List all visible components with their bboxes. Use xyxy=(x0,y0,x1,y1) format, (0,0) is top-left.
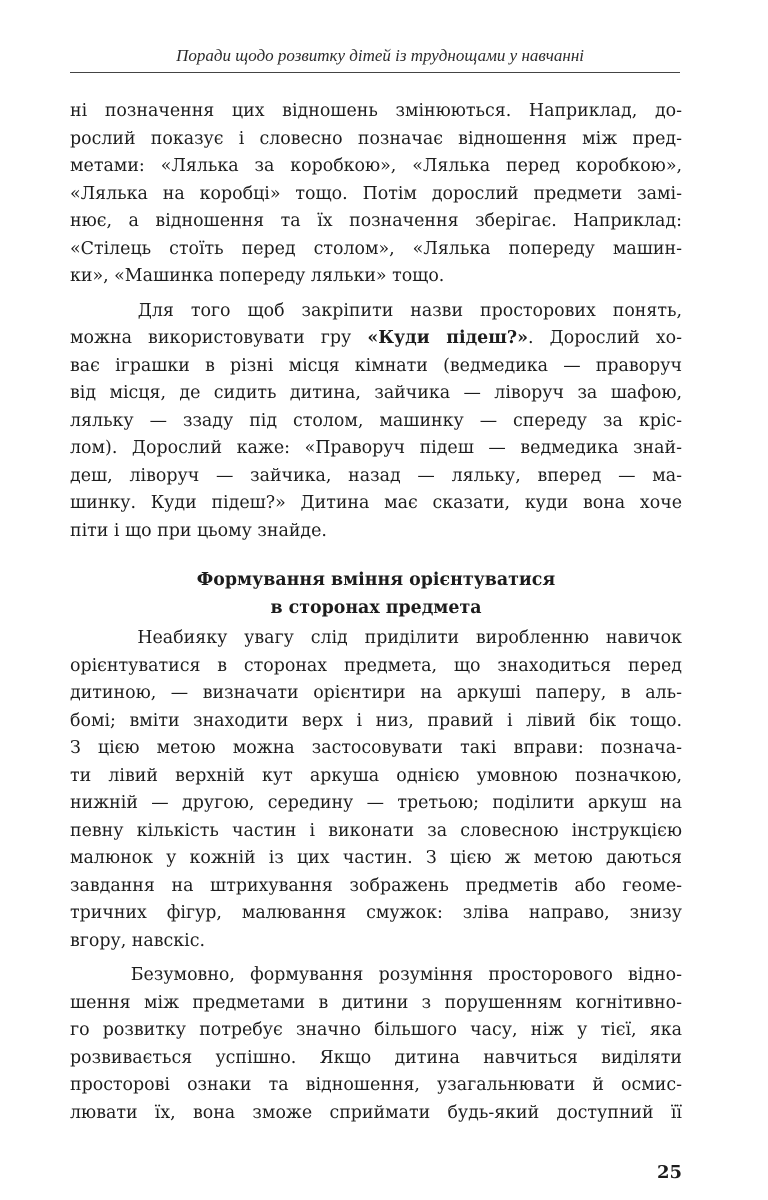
running-header-title: Поради щодо розвитку дітей із труднощами у навчанні xyxy=(176,46,584,65)
text-line: бомі; вміти знаходити верх і низ, правий і лівий бік тощо. xyxy=(70,710,682,731)
text-line: ляльку — ззаду під столом, машинку — спереду за кріс- xyxy=(70,410,682,431)
text-line: лом). Дорослий каже: «Праворуч підеш — ведмедика знай- xyxy=(70,438,682,458)
text-line: Безумовно, формування розуміння просторового відно- xyxy=(70,965,682,985)
paragraph-3 xyxy=(70,625,682,955)
paragraph-4 xyxy=(70,962,682,1127)
text-line: певну кількість частин і виконати за словесною інструкцією xyxy=(70,820,682,841)
text-line: від місця, де сидить дитина, зайчика — ліворуч за шафою, xyxy=(70,383,682,403)
text-line: метами: «Лялька за коробкою», «Лялька перед коробкою», xyxy=(70,156,682,176)
text-line: піти і що при цьому знайде. xyxy=(70,520,327,541)
page-number: 25 xyxy=(656,1162,682,1183)
text-line: лювати їх, вона зможе сприймати будь-який доступний її xyxy=(70,1102,682,1123)
text-line: деш, ліворуч — зайчика, назад — ляльку, вперед — ма- xyxy=(70,465,682,486)
section-heading-line: в сторонах предмета xyxy=(270,597,482,618)
text-line: Для того щоб закріпити назви просторових понять, xyxy=(70,300,682,321)
text-line: З цією метою можна застосовувати такі вправи: познача- xyxy=(70,738,682,758)
text-line: «Лялька на коробці» тощо. Потім дорослий предмети замі- xyxy=(70,183,682,204)
text-line: просторові ознаки та відношення, узагальнювати й осмис- xyxy=(70,1075,682,1095)
text-line: ки», «Машинка попереду ляльки» тощо. xyxy=(70,266,445,286)
text-line: орієнтуватися в сторонах предмета, що знаходиться перед xyxy=(70,655,682,676)
text-line: шинку. Куди підеш?» Дитина має сказати, куди вона хоче xyxy=(70,493,682,513)
text-line: Неабияку увагу слід приділити виробленню навичок xyxy=(70,628,682,648)
text-line: малюнок у кожній із цих частин. З цією ж метою даються xyxy=(70,848,682,868)
text-line: шення між предметами в дитини з порушенням когнітивно- xyxy=(70,992,682,1013)
text-line: завдання на штрихування зображень предметів або геоме- xyxy=(70,875,682,896)
text-fragment: . Дорослий хо- xyxy=(527,328,682,348)
running-header xyxy=(70,46,680,73)
text-line: розвивається успішно. Якщо дитина навчиться виділяти xyxy=(70,1047,682,1068)
text-line: нює, а відношення та їх позначення зберігає. Наприклад: xyxy=(70,211,682,231)
text-line: ти лівий верхній кут аркуша однією умовною позначкою, xyxy=(70,765,682,786)
page-body xyxy=(70,98,682,1127)
text-line: нижній — другою, середину — третьою; поділити аркуш на xyxy=(70,793,682,813)
text-line: го розвитку потребує значно більшого часу, ніж у тієї, яка xyxy=(70,1020,682,1040)
section-heading xyxy=(70,567,682,622)
text-line: дитиною, — визначати орієнтири на аркуші паперу, в аль- xyxy=(70,683,682,703)
text-fragment: можна використовувати гру xyxy=(70,328,368,348)
paragraph-2 xyxy=(70,298,682,546)
text-line: «Стілець стоїть перед столом», «Лялька попереду машин- xyxy=(70,238,682,259)
section-heading-line: Формування вміння орієнтуватися xyxy=(196,570,556,590)
text-line-with-game-name xyxy=(70,325,682,353)
text-line: ває іграшки в різні місця кімнати (ведмедика — праворуч xyxy=(70,355,682,376)
text-line: ні позначення цих відношень змінюються. Наприклад, до- xyxy=(70,101,682,121)
text-line: вгору, навскіс. xyxy=(70,930,205,951)
text-line: тричних фігур, малювання смужок: зліва направо, знизу xyxy=(70,903,682,923)
game-name: «Куди підеш?» xyxy=(367,328,528,348)
text-line: рослий показує і словесно позначає відношення між пред- xyxy=(70,128,682,149)
paragraph-1 xyxy=(70,98,682,291)
